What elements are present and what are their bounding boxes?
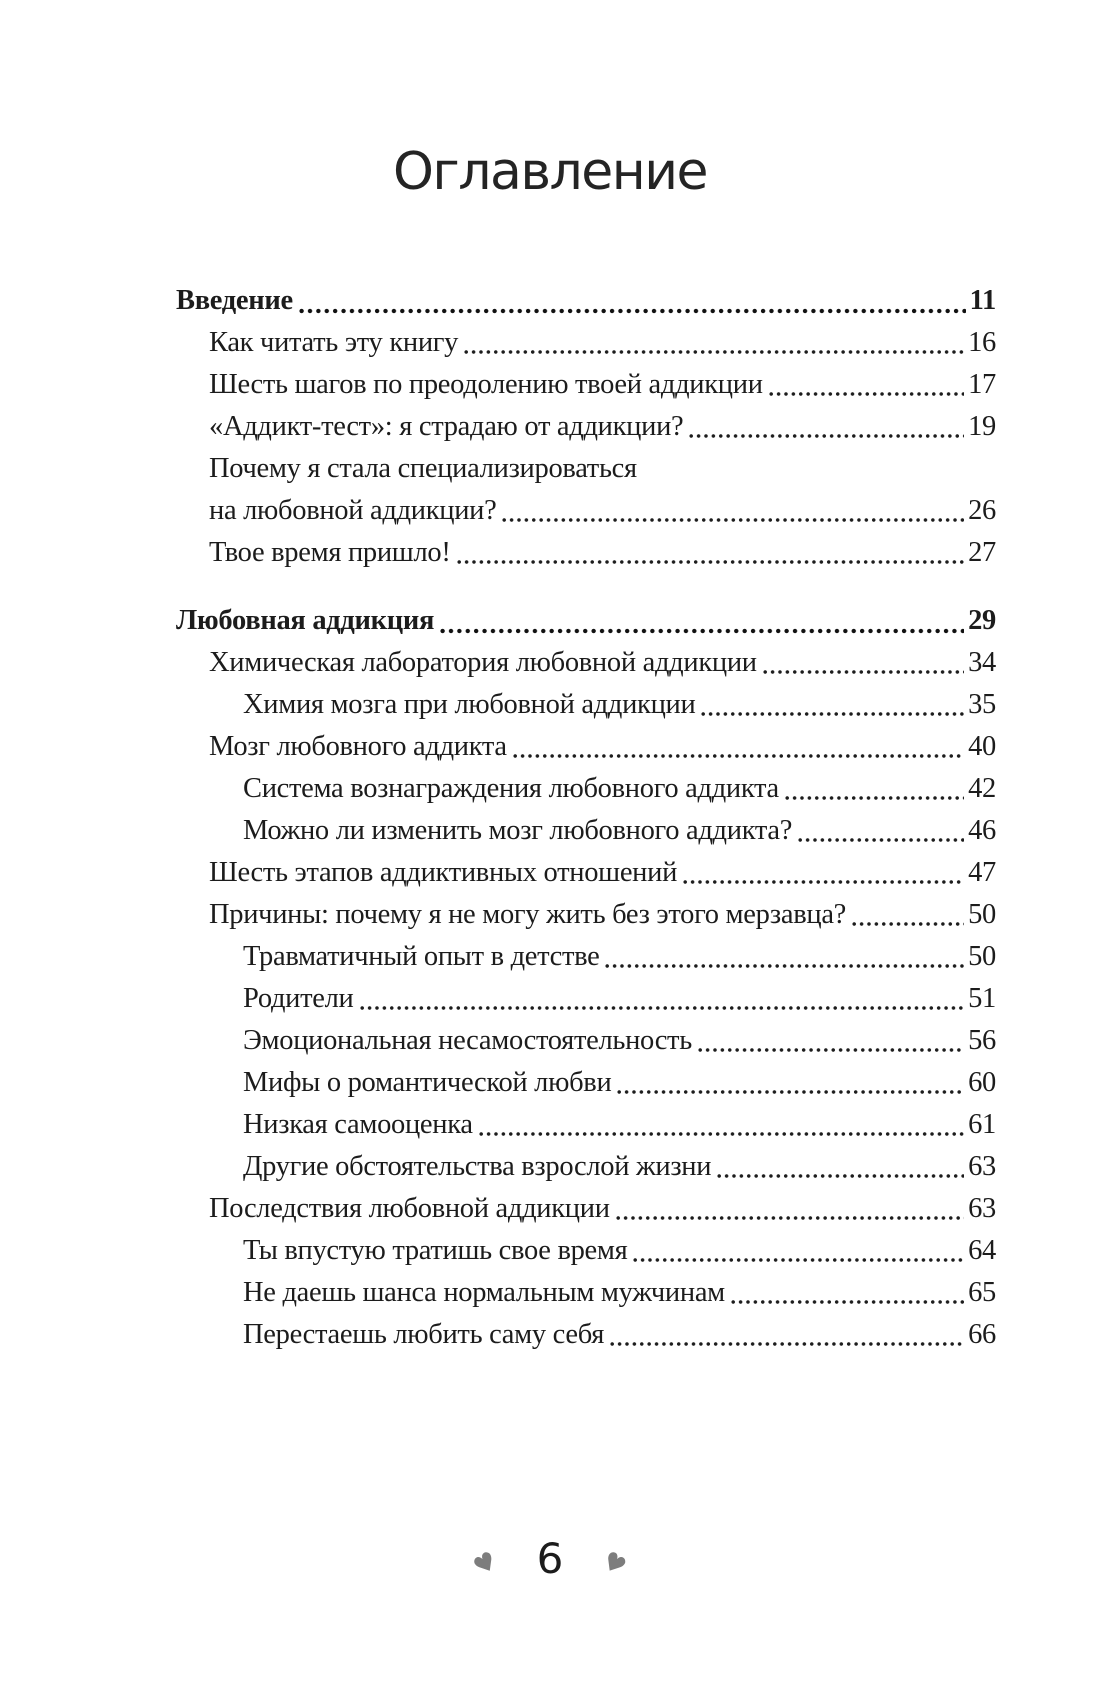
- heart-icon: ♥: [597, 1544, 632, 1582]
- toc-entry-page: 63: [968, 1193, 996, 1224]
- toc-entry: [176, 322, 996, 364]
- toc-entry: [176, 1272, 996, 1314]
- toc-entry-page: 27: [968, 537, 996, 568]
- toc-entry-label: Не даешь шанса нормальным мужчинам: [243, 1277, 725, 1308]
- toc-entry: [176, 936, 996, 978]
- toc-entry: [176, 894, 996, 936]
- dot-leader: [464, 349, 964, 355]
- toc-entry-label: Введение: [176, 285, 293, 316]
- toc-entry-label: Как читать эту книгу: [209, 327, 459, 358]
- toc-entry-page: 40: [968, 731, 996, 762]
- toc-entry-label: на любовной аддикции?: [209, 495, 497, 526]
- toc-entry: [176, 1230, 996, 1272]
- toc-entry-label: Шесть этапов аддиктивных отношений: [209, 857, 678, 888]
- toc-entry: [176, 726, 996, 768]
- dot-leader: [299, 308, 966, 314]
- toc-entry-page: 60: [968, 1067, 996, 1098]
- toc-entry: [176, 600, 996, 642]
- toc-entry-label: «Аддикт-тест»: я страдаю от аддикции?: [209, 411, 684, 442]
- dot-leader: [785, 795, 964, 801]
- dot-leader: [698, 1047, 964, 1053]
- toc-entry-label: Эмоциональная несамостоятельность: [243, 1025, 692, 1056]
- toc-entry: [176, 490, 996, 532]
- toc-entry-page: 16: [968, 327, 996, 358]
- toc-entry-page: 19: [968, 411, 996, 442]
- dot-leader: [360, 1005, 965, 1011]
- toc-entry-label: Последствия любовной аддикции: [209, 1193, 610, 1224]
- toc-entry-label: Травматичный опыт в детстве: [243, 941, 600, 972]
- toc-entry: [176, 768, 996, 810]
- toc-entry-label: Причины: почему я не могу жить без этого мерзавца?: [209, 899, 847, 930]
- dot-leader: [616, 1215, 964, 1221]
- toc-entry-page: 65: [968, 1277, 996, 1308]
- dot-leader: [798, 837, 964, 843]
- dot-leader: [683, 879, 964, 885]
- toc-entry: [176, 280, 996, 322]
- book-page: [0, 142, 1100, 1583]
- dot-leader: [502, 517, 964, 523]
- toc-entry-page: 34: [968, 647, 996, 678]
- toc-entry-page: 64: [968, 1235, 996, 1266]
- toc-entry-page: 35: [968, 689, 996, 720]
- dot-leader: [617, 1089, 964, 1095]
- dot-leader: [605, 963, 964, 969]
- toc-entry-page: 47: [968, 857, 996, 888]
- toc-entry-label: Мозг любовного аддикта: [209, 731, 507, 762]
- toc-entry-page: 50: [968, 941, 996, 972]
- toc-entry-label: Химическая лаборатория любовной аддикции: [209, 647, 757, 678]
- toc-entry: [176, 1188, 996, 1230]
- toc-entry-page: 56: [968, 1025, 996, 1056]
- toc-entry-page: 66: [968, 1319, 996, 1350]
- toc-entry-label: Родители: [243, 983, 354, 1014]
- toc-entry-label: Шесть шагов по преодолению твоей аддикции: [209, 369, 763, 400]
- toc-entry: [176, 1146, 996, 1188]
- toc-entry-label: Почему я стала специализироваться: [209, 453, 637, 484]
- heart-icon: ♥: [468, 1544, 503, 1582]
- toc-entry-page: 51: [968, 983, 996, 1014]
- toc-entry: [176, 978, 996, 1020]
- toc-entry: [176, 1062, 996, 1104]
- dot-leader: [701, 711, 964, 717]
- toc-entry: [176, 1314, 996, 1356]
- toc-entry-page: 61: [968, 1109, 996, 1140]
- toc-entry-label: Химия мозга при любовной аддикции: [243, 689, 696, 720]
- page-number: 6: [536, 1534, 564, 1583]
- dot-leader: [633, 1257, 964, 1263]
- toc-entry-page: 11: [969, 285, 996, 316]
- toc-entry-label: Мифы о романтической любви: [243, 1067, 612, 1098]
- toc-entry: [176, 1104, 996, 1146]
- toc-entry: [176, 810, 996, 852]
- toc-entry-page: 17: [968, 369, 996, 400]
- toc-entry-label: Ты впустую тратишь свое время: [243, 1235, 628, 1266]
- page-footer: [0, 1534, 1100, 1584]
- dot-leader: [610, 1341, 964, 1347]
- toc-entry-label: Можно ли изменить мозг любовного аддикта?: [243, 815, 793, 846]
- dot-leader: [852, 921, 964, 927]
- dot-leader: [763, 669, 964, 675]
- toc-entry-page: 26: [968, 495, 996, 526]
- toc-entry: [176, 852, 996, 894]
- toc-entry: [176, 642, 996, 684]
- dot-leader: [769, 391, 964, 397]
- toc-entry-page: 29: [968, 605, 996, 636]
- toc-entry-label: Низкая самооценка: [243, 1109, 473, 1140]
- toc-entry: [176, 532, 996, 574]
- toc-entry: [176, 448, 996, 490]
- dot-leader: [731, 1299, 964, 1305]
- dot-leader: [513, 753, 964, 759]
- table-of-contents: [176, 280, 996, 1356]
- page-title: Оглавление: [392, 142, 707, 202]
- dot-leader: [717, 1173, 964, 1179]
- toc-entry-label: Другие обстоятельства взрослой жизни: [243, 1151, 712, 1182]
- dot-leader: [479, 1131, 964, 1137]
- toc-entry-page: 63: [968, 1151, 996, 1182]
- dot-leader: [457, 559, 965, 565]
- toc-entry: [176, 1020, 996, 1062]
- toc-entry-page: 42: [968, 773, 996, 804]
- toc-entry-label: Перестаешь любить саму себя: [243, 1319, 605, 1350]
- dot-leader: [689, 433, 964, 439]
- dot-leader: [440, 628, 964, 634]
- toc-entry-label: Твое время пришло!: [209, 537, 451, 568]
- toc-entry-page: 50: [968, 899, 996, 930]
- toc-entry-label: Любовная аддикция: [176, 605, 435, 636]
- toc-entry: [176, 364, 996, 406]
- toc-entry: [176, 406, 996, 448]
- toc-entry-page: 46: [968, 815, 996, 846]
- toc-entry-label: Система вознаграждения любовного аддикта: [243, 773, 779, 804]
- toc-entry: [176, 684, 996, 726]
